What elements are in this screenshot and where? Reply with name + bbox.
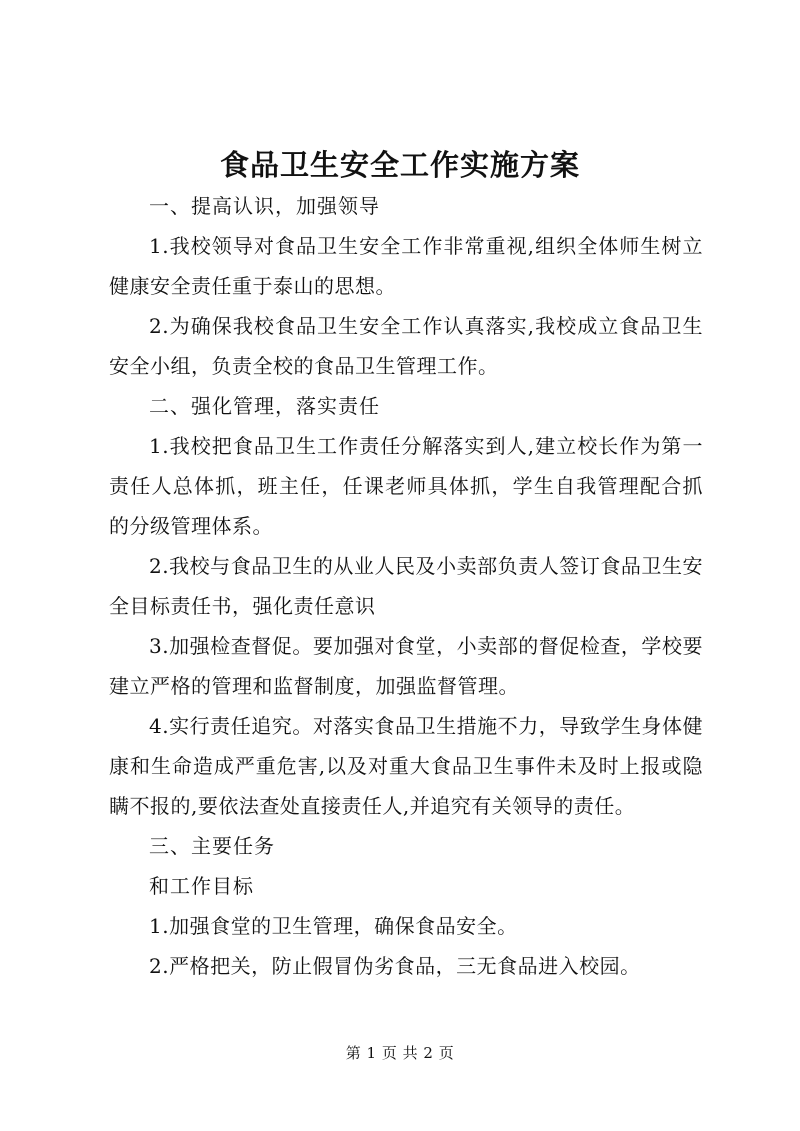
paragraph: 1.加强食堂的卫生管理，确保食品安全。 <box>149 914 518 938</box>
section-heading-3-continued: 和工作目标 <box>149 874 254 898</box>
page-number-footer: 第 1 页 共 2 页 <box>345 1044 455 1062</box>
paragraph: 1.我校把食品卫生工作责任分解落实到人,建立校长作为第一责任人总体抓，班主任，任课老师具体抓，学生自我管理配合抓的分级管理体系。 <box>109 434 703 538</box>
document-body <box>109 186 703 986</box>
document-title: 食品卫生安全工作实施方案 <box>219 148 580 182</box>
paragraph: 4.实行责任追究。对落实食品卫生措施不力，导致学生身体健康和生命造成严重危害,以及对重大食品卫生事件未及时上报或隐瞒不报的,要依法查处直接责任人,并追究有关领导的责任。 <box>109 714 703 818</box>
paragraph: 3.加强检查督促。要加强对食堂，小卖部的督促检查，学校要建立严格的管理和监督制度，加强监督管理。 <box>109 634 703 698</box>
section-heading-1: 一、提高认识，加强领导 <box>149 194 380 218</box>
paragraph: 1.我校领导对食品卫生安全工作非常重视,组织全体师生树立健康安全责任重于泰山的思想。 <box>109 234 703 298</box>
paragraph: 2.我校与食品卫生的从业人民及小卖部负责人签订食品卫生安全目标责任书，强化责任意识 <box>109 554 703 618</box>
paragraph: 2.严格把关，防止假冒伪劣食品，三无食品进入校园。 <box>149 954 641 978</box>
section-heading-2: 二、强化管理，落实责任 <box>149 394 380 418</box>
paragraph: 2.为确保我校食品卫生安全工作认真落实,我校成立食品卫生安全小组，负责全校的食品卫生管理工作。 <box>109 314 703 378</box>
section-heading-3: 三、主要任务 <box>149 834 275 858</box>
